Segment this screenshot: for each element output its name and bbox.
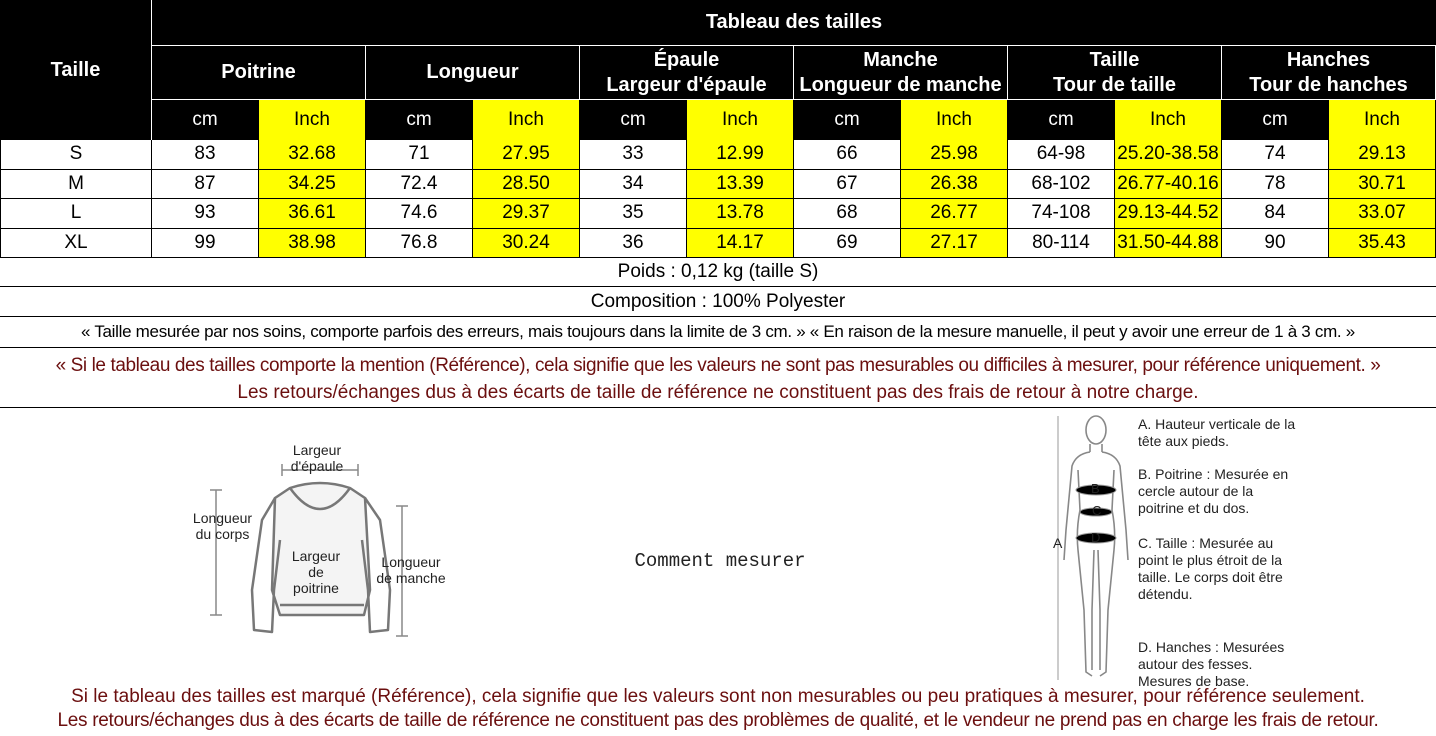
unit-cm: cm: [794, 100, 901, 140]
group-header-line2: Largeur d'épaule: [606, 73, 767, 96]
value-inch-cell: 30.71: [1329, 170, 1436, 200]
table-title-cell: [152, 0, 1436, 46]
group-header: [1222, 46, 1436, 100]
legend-d: D. Hanches : Mesurées autour des fesses. Mesures de base.: [1138, 639, 1285, 689]
value-cm-cell: 68-102: [1008, 170, 1115, 200]
value-inch-cell: 12.99: [687, 140, 794, 170]
legend-b: B. Poitrine : Mesurée en cercle autour de la poitrine et du dos.: [1138, 466, 1289, 516]
group-header-line2: Tour de hanches: [1249, 73, 1408, 96]
value-cm-cell: 72.4: [366, 170, 473, 200]
value-cm-cell: 90: [1222, 229, 1329, 259]
group-header: [366, 46, 580, 100]
group-header-line1: Taille: [1089, 48, 1140, 71]
group-header-line1: Manche: [863, 48, 938, 71]
size-cell: XL: [0, 229, 152, 259]
how-to-measure-label: Comment mesurer: [634, 550, 806, 572]
unit-inch: Inch: [473, 100, 580, 140]
value-inch-cell: 38.98: [259, 229, 366, 259]
value-inch-cell: 32.68: [259, 140, 366, 170]
unit-inch: Inch: [259, 100, 366, 140]
value-inch-cell: 27.17: [901, 229, 1008, 259]
value-inch-cell: 29.13-44.52: [1115, 199, 1222, 229]
reference-block: [0, 348, 1436, 408]
table-title: Tableau des tailles: [705, 11, 883, 33]
value-inch-cell: 14.17: [687, 229, 794, 259]
value-inch-cell: 26.38: [901, 170, 1008, 200]
unit-inch: Inch: [687, 100, 794, 140]
value-inch-cell: 25.20-38.58: [1115, 140, 1222, 170]
value-cm-cell: 99: [152, 229, 259, 259]
size-header: Taille: [50, 58, 101, 81]
body-letter-a: A: [1053, 535, 1063, 551]
group-header-line2: Tour de taille: [1053, 73, 1176, 96]
body-figure-diagram: [1050, 410, 1140, 686]
composition-row: [0, 287, 1436, 317]
value-cm-cell: 93: [152, 199, 259, 229]
value-inch-cell: 33.07: [1329, 199, 1436, 229]
composition-text: Composition : 100% Polyester: [590, 290, 846, 312]
group-header: [152, 46, 366, 100]
value-cm-cell: 74: [1222, 140, 1329, 170]
value-cm-cell: 34: [580, 170, 687, 200]
value-cm-cell: 35: [580, 199, 687, 229]
footer-line-1: Si le tableau des tailles est marqué (Référence), cela signifie que les valeurs sont non mesurables ou peu pratiques à mesurer, pour référence seulement.: [71, 686, 1365, 707]
value-inch-cell: 30.24: [473, 229, 580, 259]
value-cm-cell: 33: [580, 140, 687, 170]
unit-inch: Inch: [1115, 100, 1222, 140]
label-sleeve-length: Longueur de manche: [376, 554, 446, 586]
value-cm-cell: 74.6: [366, 199, 473, 229]
value-cm-cell: 80-114: [1008, 229, 1115, 259]
group-header: [580, 46, 794, 100]
value-cm-cell: 74-108: [1008, 199, 1115, 229]
group-header-line2: Longueur de manche: [799, 73, 1002, 96]
measure-note-text: « Taille mesurée par nos soins, comporte parfois des erreurs, mais toujours dans la limite de 3 cm. » « En raison de la mesure manuelle, il peut y avoir une erreur de 1 à 3 cm. »: [81, 322, 1355, 341]
body-letter-d: D: [1091, 530, 1101, 545]
unit-inch: Inch: [901, 100, 1008, 140]
group-header-line1: Hanches: [1286, 48, 1371, 71]
value-cm-cell: 87: [152, 170, 259, 200]
value-cm-cell: 84: [1222, 199, 1329, 229]
group-header: [794, 46, 1008, 100]
value-cm-cell: 67: [794, 170, 901, 200]
value-inch-cell: 25.98: [901, 140, 1008, 170]
value-cm-cell: 69: [794, 229, 901, 259]
value-cm-cell: 68: [794, 199, 901, 229]
value-cm-cell: 66: [794, 140, 901, 170]
group-header-line1: Épaule: [653, 48, 720, 71]
body-letter-b: B: [1091, 481, 1100, 496]
unit-cm: cm: [1222, 100, 1329, 140]
weight-text: Poids : 0,12 kg (taille S): [617, 261, 819, 282]
header-size-cell: [0, 0, 152, 140]
value-inch-cell: 31.50-44.88: [1115, 229, 1222, 259]
unit-cm: cm: [366, 100, 473, 140]
reference-line-2: Les retours/échanges dus à des écarts de taille de référence ne constituent pas des frais de retour à notre charge.: [237, 382, 1199, 403]
value-cm-cell: 76.8: [366, 229, 473, 259]
value-inch-cell: 13.39: [687, 170, 794, 200]
group-header-line1: Longueur: [426, 61, 519, 83]
weight-row: [0, 258, 1436, 287]
value-cm-cell: 78: [1222, 170, 1329, 200]
label-shoulder-width: Largeur d'épaule: [290, 442, 344, 474]
footer-note: [0, 685, 1436, 733]
value-cm-cell: 71: [366, 140, 473, 170]
value-cm-cell: 36: [580, 229, 687, 259]
unit-cm: cm: [152, 100, 259, 140]
group-header: [1008, 46, 1222, 100]
value-inch-cell: 29.37: [473, 199, 580, 229]
value-inch-cell: 35.43: [1329, 229, 1436, 259]
reference-line-1: « Si le tableau des tailles comporte la mention (Référence), cela signifie que les valeurs ne sont pas mesurables ou difficiles à mesurer, pour référence uniquement. »: [55, 355, 1381, 376]
value-cm-cell: 64-98: [1008, 140, 1115, 170]
footer-line-2: Les retours/échanges dus à des écarts de taille de référence ne constituent pas des problèmes de qualité, et le vendeur ne prend pas en charge les frais de retour.: [57, 710, 1379, 731]
unit-inch: Inch: [1329, 100, 1436, 140]
value-inch-cell: 29.13: [1329, 140, 1436, 170]
value-inch-cell: 13.78: [687, 199, 794, 229]
unit-cm: cm: [1008, 100, 1115, 140]
label-body-length: Longueur du corps: [192, 510, 253, 542]
size-cell: M: [0, 170, 152, 200]
group-header-line1: Poitrine: [221, 61, 296, 83]
legend-a: A. Hauteur verticale de la tête aux pieds.: [1138, 416, 1296, 449]
value-inch-cell: 26.77: [901, 199, 1008, 229]
value-inch-cell: 34.25: [259, 170, 366, 200]
legend-c: C. Taille : Mesurée au point le plus étroit de la taille. Le corps doit être détendu.: [1138, 535, 1283, 602]
value-inch-cell: 27.95: [473, 140, 580, 170]
value-inch-cell: 36.61: [259, 199, 366, 229]
value-cm-cell: 83: [152, 140, 259, 170]
body-letter-c: C: [1092, 503, 1102, 518]
value-inch-cell: 28.50: [473, 170, 580, 200]
unit-cm: cm: [580, 100, 687, 140]
value-inch-cell: 26.77-40.16: [1115, 170, 1222, 200]
measure-note-row: [0, 317, 1436, 348]
size-cell: L: [0, 199, 152, 229]
label-chest-width: Largeur de poitrine: [291, 548, 341, 596]
size-cell: S: [0, 140, 152, 170]
